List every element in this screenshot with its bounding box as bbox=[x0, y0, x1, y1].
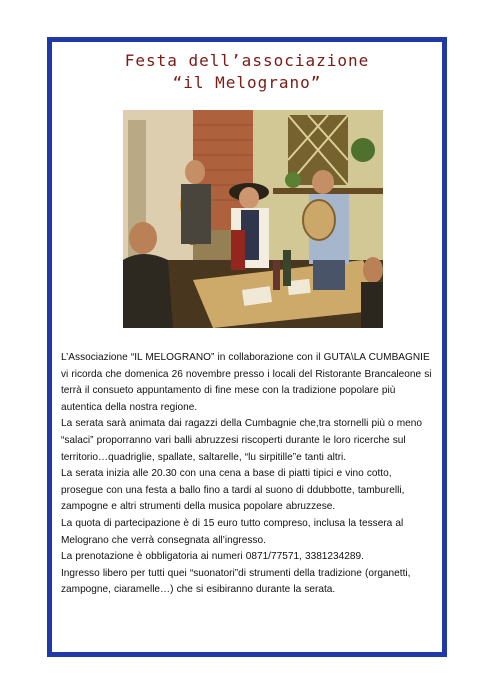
event-photo bbox=[123, 110, 383, 328]
paragraph-price: La quota di partecipazione è di 15 euro tutto compreso, inclusa la tessera al Melograno che verrà consegnata all’ingresso. bbox=[61, 517, 404, 546]
flyer-frame bbox=[47, 37, 447, 657]
paragraph-intro: L’Associazione “IL MELOGRANO” in collaborazione con il GUTA\LA CUMBAGNIE vi ricorda che domenica 26 novembre presso i locali del Ristorante Brancaleone si terrà il consueto appuntamento di fine mese con la tradizione popolare più autentica della nostra regione. bbox=[61, 352, 432, 413]
title-line-1: Festa dell’associazione bbox=[124, 51, 370, 70]
paragraph-free-entry: Ingresso libero per tutti quei “suonatori”di strumenti della tradizione (organetti, zampogne, ciaramelle…) che si esibiranno durante la serata. bbox=[61, 567, 411, 596]
paragraph-schedule: La serata inizia alle 20.30 con una cena a base di piatti tipici e vino cotto, prosegue con una festa a ballo fino a tardi al suono di ddubbotte, tamburelli, zampogne e altri strumenti della musica popolare abruzzese. bbox=[61, 468, 405, 513]
paragraph-program: La serata sarà animata dai ragazzi della Cumbagnie che,tra stornelli più o meno “salaci” proporranno vari balli abruzzesi riscoperti durante le loro ricerche sul territorio…quadriglie, spallate, saltarelle, “lu sirpitille”e tanti altri. bbox=[61, 418, 423, 463]
flyer-title bbox=[52, 50, 442, 94]
announcement-text bbox=[61, 350, 435, 599]
title-line-2: “il Melograno” bbox=[172, 73, 322, 92]
paragraph-booking: La prenotazione è obbligatoria ai numeri 0871/77571, 3381234289. bbox=[61, 551, 364, 563]
